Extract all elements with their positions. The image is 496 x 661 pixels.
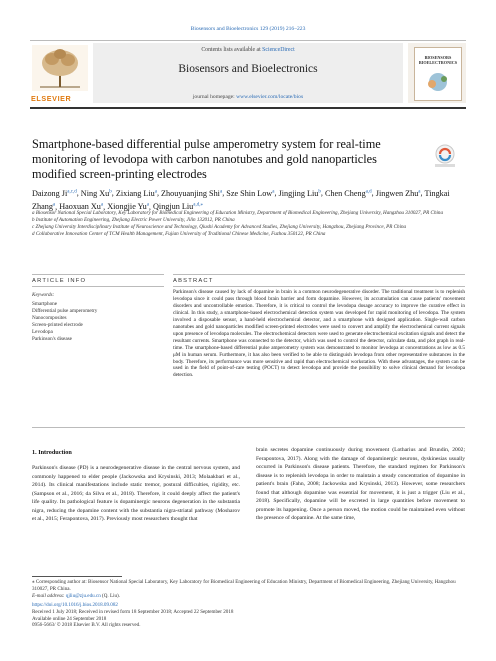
affiliation-item: b Institute of Automation Engineering, Zhejiang Electric Power University, Jilin 132012, PR China bbox=[32, 216, 235, 223]
affiliations bbox=[32, 210, 464, 238]
cover-graphic-icon bbox=[415, 68, 461, 98]
journal-cover bbox=[408, 43, 466, 103]
header-rule-top bbox=[30, 40, 466, 41]
corresponding-author: ⁎ Corresponding author at: Biosensor National Special Laboratory, Key Laboratory for Biomedical Engineering of Education Ministry, Department of Biomedical Engineering, Zhejiang University, Hangzhou 310027, PR China. bbox=[32, 579, 456, 592]
abstract-rule-top bbox=[173, 274, 465, 275]
article-info-heading: ARTICLE INFO bbox=[32, 278, 87, 284]
doi-link[interactable]: https://doi.org/10.1016/j.bios.2018.09.082 bbox=[32, 602, 118, 608]
author-name[interactable]: Sze Shin Low$^a$ bbox=[226, 188, 275, 198]
contents-prefix: Contents lists available at bbox=[201, 47, 263, 53]
sciencedirect-link[interactable]: ScienceDirect bbox=[262, 47, 295, 53]
contents-line bbox=[93, 47, 403, 53]
article-title: Smartphone-based differential pulse amperometry system for real-time monitoring of levodopa with carbon nanotubes and gold nanoparticles modified screen-printing electrodes bbox=[32, 137, 381, 181]
article-info-rule-top bbox=[32, 274, 164, 275]
publisher-name: ELSEVIER bbox=[31, 94, 72, 103]
check-for-updates-icon bbox=[432, 143, 458, 169]
author-name[interactable]: Zhouyuanjing Shi$^a$ bbox=[161, 188, 223, 198]
keywords-label: Keywords: bbox=[32, 292, 55, 298]
introduction-heading: 1. Introduction bbox=[32, 449, 72, 456]
homepage-link[interactable]: www.elsevier.com/locate/bios bbox=[236, 94, 304, 100]
keyword-list bbox=[32, 301, 97, 342]
homepage-prefix: journal homepage: bbox=[192, 94, 237, 100]
article-info-rule-bottom bbox=[32, 286, 164, 287]
author-name[interactable]: Jingwen Zhu$^a$ bbox=[375, 188, 421, 198]
author-name[interactable]: Qingjun Liu$^{a,d,⁎}$ bbox=[153, 202, 204, 212]
keyword-item: Differential pulse amperometry bbox=[32, 307, 98, 314]
abstract-end-rule bbox=[32, 427, 465, 428]
intro-left-column: Parkinson's disease (PD) is a neurodegenerative disease in the central nervous system, and commonly happened to elder people (Jackowska and Krysinski, 2013; Molaakbari et al., 2014). Its clinical manifestations include static tremor, postural difficulties, rigidity, etc. (Sampson et al., 2016; da Silva et al., 2018). Therefore, it could deeply affect the patient's life quality. Its pathological feature is dopaminergic neurons degeneration in the substantia nigra, reducing the dopamine content with the substantia nigra-striatal pathway (Mosharov et al., 2015; Ferapontova, 2017). Previously most researchers thought that bbox=[32, 465, 240, 522]
author-affiliation-marker: a,d bbox=[365, 189, 372, 194]
footnote-rule bbox=[32, 576, 122, 577]
keyword-item: Screen-printed electrode bbox=[32, 321, 83, 328]
available-online: Available online 24 September 2018 bbox=[32, 615, 107, 622]
intro-right-column: brain secretes dopamine continuously during movement (Lotharius and Brundin, 2002; Ferapontova, 2017). Along with the damage of dopaminergic neurons, dyskinesias usually occurred in Parkinson's disease patients. Therefore, the standard regimen for Parkinson's disease is to replenish levodopa in order to maintain a steady concentration of dopamine in patient's brain (Fahn, 2008; Jackowska and Krysinski, 2013). However, some researchers found that although dopamine was essential for movement, it is just a trigger (Liu et al., 2018). Specifically, dopamine will be excreted in large quantities before movement to promote its happening. Once a person moved, the motion could be maintained even without the presence of dopamine. At the same time, bbox=[256, 447, 465, 521]
affiliation-item: d Collaborative Innovation Center of TCM Health Management, Fujian University of Traditional Chinese Medicine, Fuzhou 350122, PR China bbox=[32, 230, 326, 237]
author-name[interactable]: Tingkai Zhang$^a$ bbox=[32, 188, 450, 212]
copyright: 0956-5663/ © 2018 Elsevier B.V. All rights reserved. bbox=[32, 622, 141, 629]
keyword-item: Parkinson's disease bbox=[32, 335, 72, 342]
author-affiliation-marker: a,c,d bbox=[67, 189, 77, 194]
journal-homepage bbox=[93, 94, 403, 100]
check-for-updates-badge[interactable] bbox=[432, 143, 458, 169]
elsevier-tree-icon bbox=[30, 43, 90, 93]
publication-info bbox=[32, 602, 465, 629]
author-name[interactable]: Zixiang Liu$^a$ bbox=[115, 188, 157, 198]
email-line bbox=[32, 593, 465, 600]
author-affiliation-marker: a bbox=[154, 189, 157, 194]
keyword-item: Nanocomposites bbox=[32, 314, 67, 321]
author-affiliation-marker: a,d,⁎ bbox=[193, 202, 204, 208]
journal-cover-page bbox=[414, 47, 462, 101]
journal-name: Biosensors and Bioelectronics bbox=[178, 63, 318, 75]
keyword-item: Smartphone bbox=[32, 301, 58, 307]
email-label: E-mail address: bbox=[32, 592, 65, 599]
author-affiliation-marker: a bbox=[100, 202, 104, 208]
email-suffix: (Q. Liu). bbox=[102, 592, 120, 599]
author-name[interactable]: Jingjing Liu$^b$ bbox=[278, 188, 321, 198]
header-rule-bottom bbox=[30, 107, 466, 109]
abstract-heading: ABSTRACT bbox=[173, 278, 214, 284]
affiliation-item: a Biosensor National Special Laboratory, Key Laboratory for Biomedical Engineering of Education Ministry, Department of Biomedical Engineering, Zhejiang University, Hangzhou 310027, PR China bbox=[32, 210, 444, 216]
running-head: Biosensors and Bioelectronics 129 (2019) 216–223 bbox=[190, 26, 306, 32]
author-affiliation-marker: a bbox=[219, 189, 223, 194]
author-affiliation-marker: a bbox=[52, 202, 56, 208]
abstract-rule-bottom bbox=[173, 286, 465, 287]
corresponding-footnote bbox=[32, 579, 465, 599]
affiliation-item: c Zhejiang University Interdisciplinary Institute of Neuroscience and Technology, Qiushi Academy for Advanced Studies, Zhejiang University, Hangzhou, Zhejiang Province, PR China bbox=[32, 223, 407, 230]
author-name[interactable]: Haoxuan Xu$^a$ bbox=[59, 202, 104, 212]
author-name[interactable]: Chen Cheng$^{a,d}$ bbox=[324, 188, 372, 198]
journal-cover-title: BIOSENSORS BIOELECTRONICS bbox=[418, 55, 458, 65]
author-affiliation-marker: a bbox=[272, 189, 275, 194]
email-link[interactable]: qjliu@zju.edu.cn bbox=[65, 592, 101, 599]
author-affiliation-marker: a bbox=[146, 202, 149, 208]
author-list: Daizong Ji$^{a,c,d}$, Ning Xu$^b$, Zixiang Liu$^a$, Zhouyuanjing Shi$^a$, Sze Shin Low$^a$, Jingjing Liu$^b$, Chen Cheng$^{a,d}$, Jingwen Zhu$^a$, Tingkai Zhang$^a$, Haoxuan Xu$^a$, Xiongjie Yu$^a$, Qingjun Liu$^{a,d,⁎}$ bbox=[32, 188, 450, 212]
author-name[interactable]: Xiongjie Yu$^a$ bbox=[107, 202, 149, 212]
author-affiliation-marker: b bbox=[318, 189, 321, 194]
author-affiliation-marker: b bbox=[109, 189, 112, 194]
author-name[interactable]: Ning Xu$^b$ bbox=[80, 188, 112, 198]
keyword-item: Levodopa bbox=[32, 328, 53, 335]
author-name[interactable]: Daizong Ji$^{a,c,d}$ bbox=[32, 188, 77, 198]
abstract-text: Parkinson's disease caused by lack of dopamine in brain is a common neurodegenerative disorder. The traditional treatment is to replenish levodopa since it could pass through blood brain barrier and form dopamine. However, its accumulation can cause patients' movement disorders and uncontrollable emotion. Therefore, it is critical to control the levodopa dosage accuracy to improve the curative effect in clinical. In this study, a smartphone-based electrochemical detection system was developed for rapid monitoring of levodopa. The system involved a disposable sensor, a hand-held electrochemical detector, and a smartphone with designed application. Single-wall carbon nanotubes and gold nanoparticles modified screen-printed electrodes were used to convert and amplify the electrochemical current signals upon presence of levodopa molecules. The electrochemical detectors were used to generate electrochemical excitation signals and detect the resultant currents. Smartphone was connected to the detector, which was used to control the detector, calculate data, and plot graph in real-time. The smartphone-based differential pulse amperometry system was demonstrated to monitor levodopa at concentrations as low as 0.5 μM in human serum. Furthermore, it has also been verified to be able to distinguish levodopa from other representative substances in the body. Therefore, its performance was more sensitive and rapid than electrochemical workstation. With these advantages, the system can be used in the field of point-of-care testing (POCT) to detect levodopa and provide the possibility to solve clinical demand for levodopa detection. bbox=[173, 289, 465, 379]
received-dates: Received 1 July 2018; Received in revised form 18 September 2018; Accepted 22 September 2018 bbox=[32, 608, 234, 615]
author-affiliation-marker: a bbox=[418, 189, 421, 194]
